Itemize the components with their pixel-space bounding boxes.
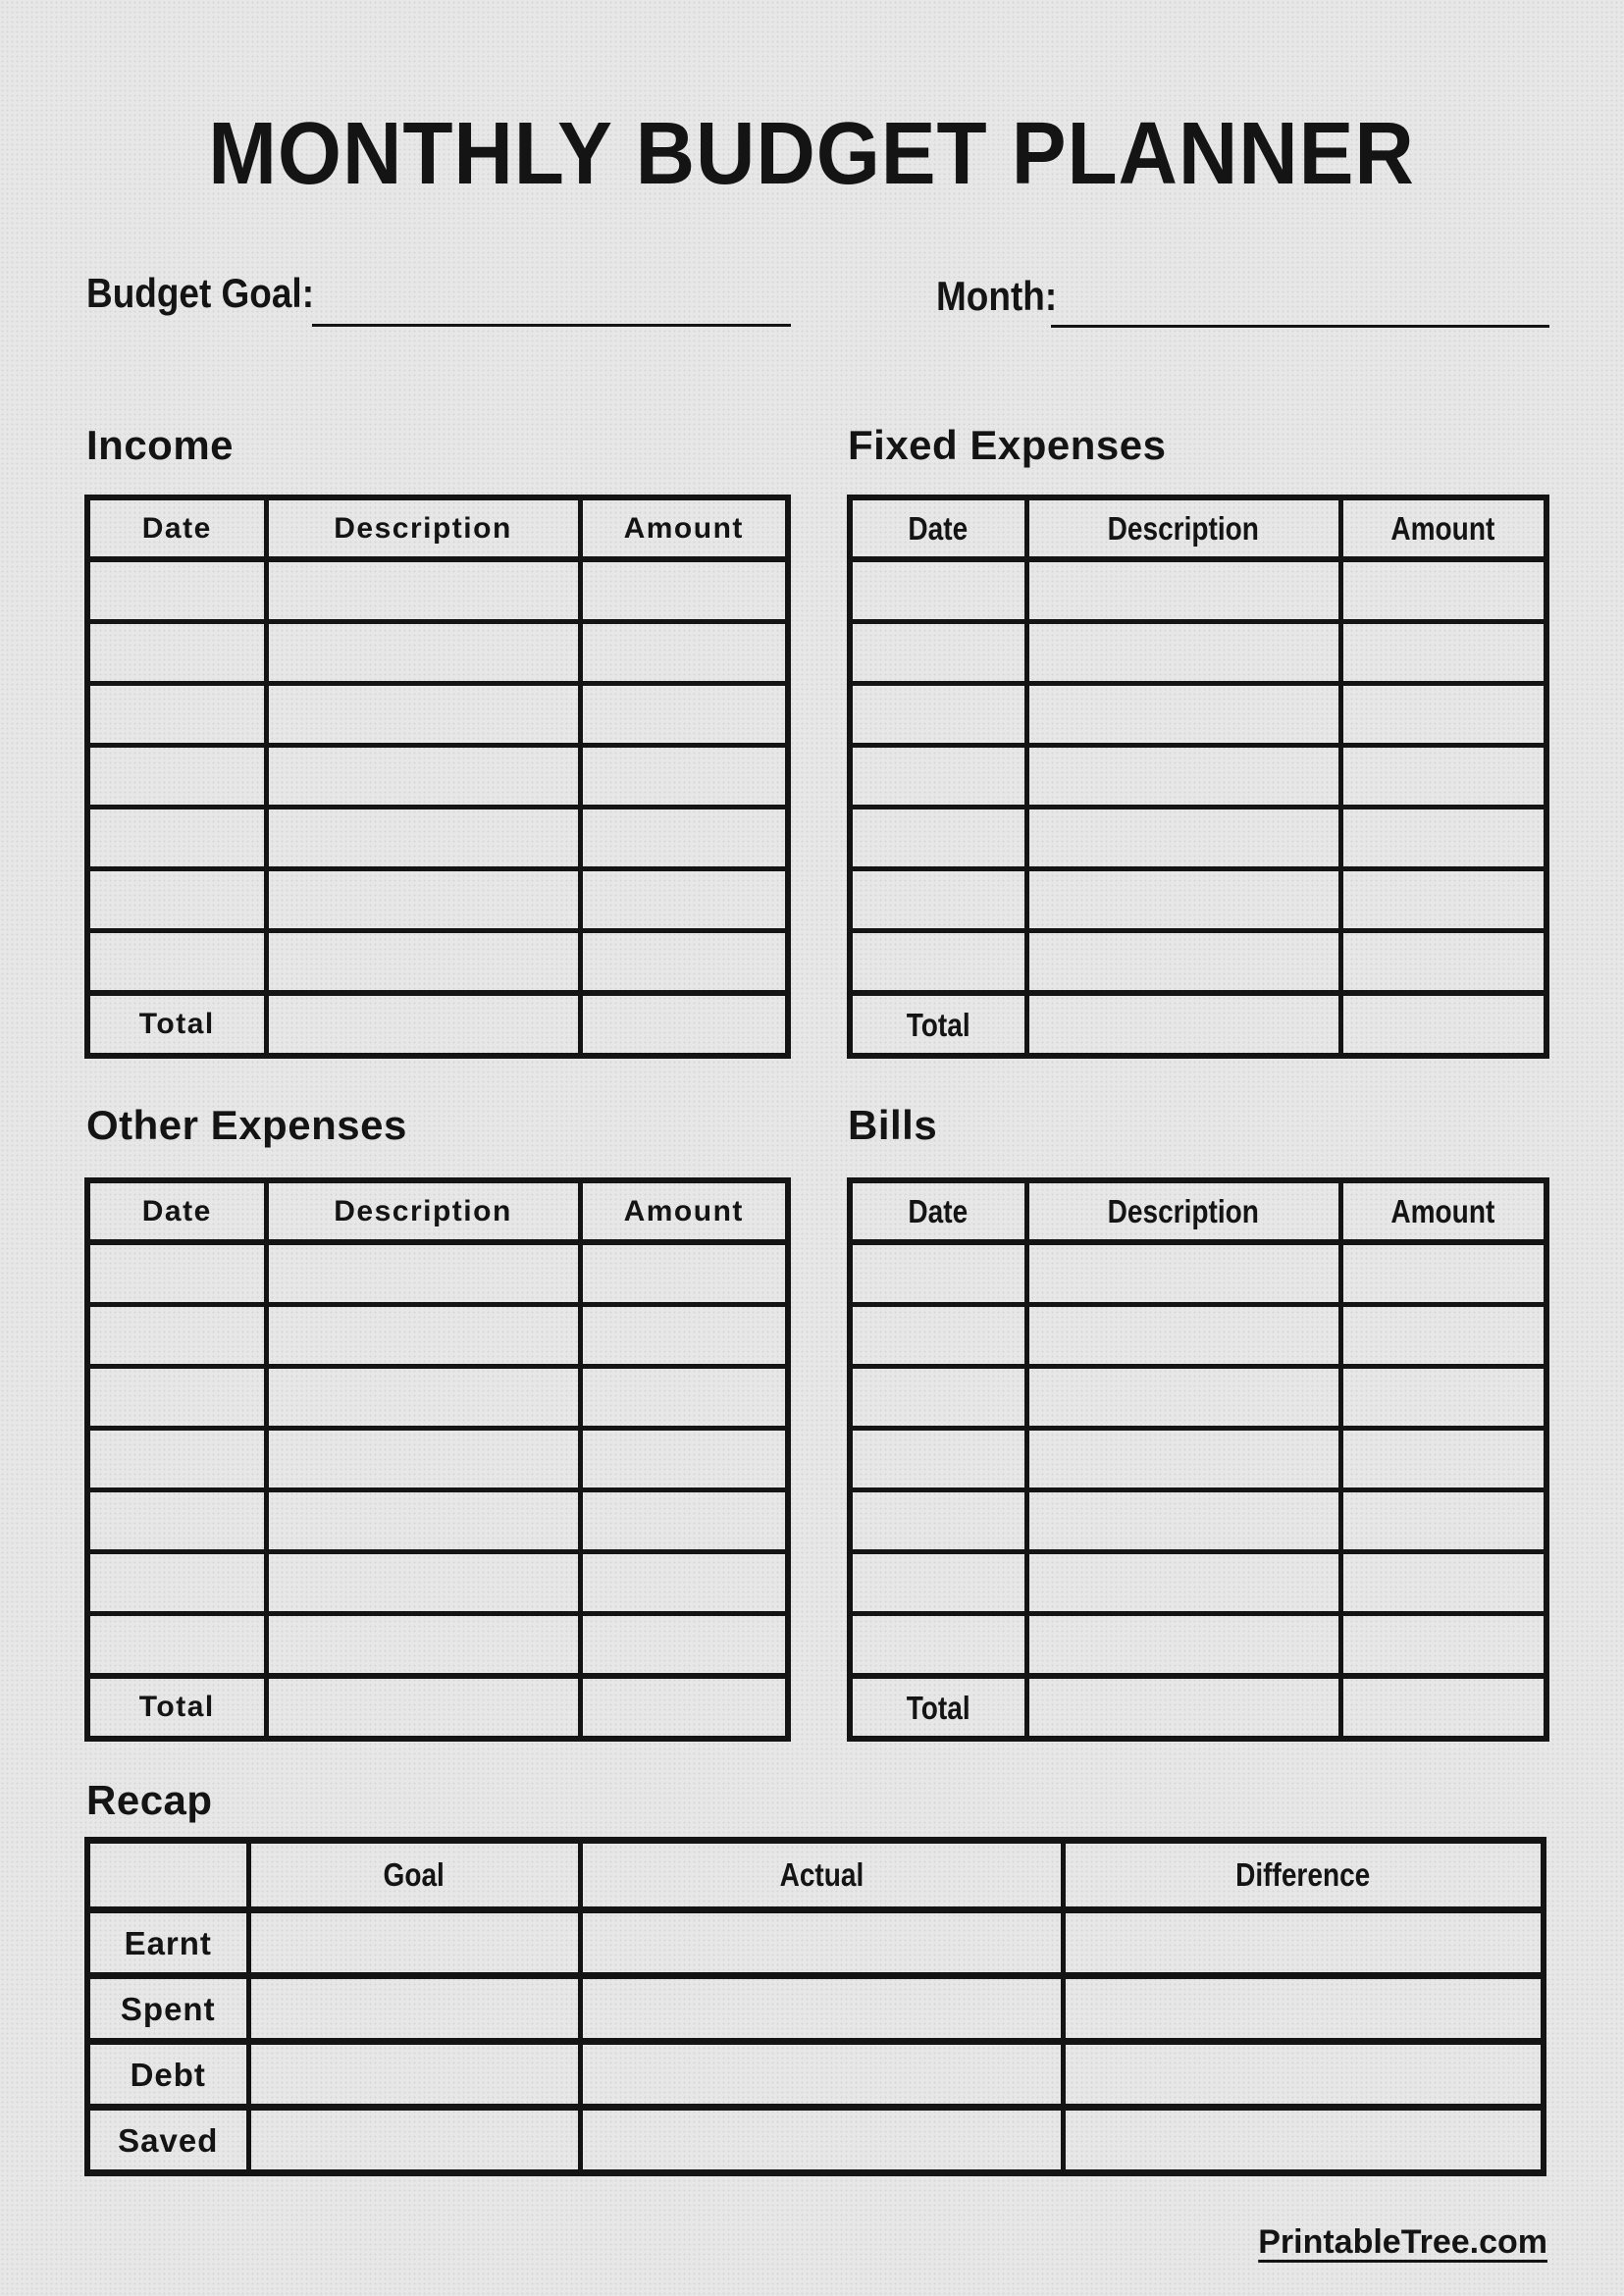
- recap-table: [84, 1837, 1546, 2176]
- table-row: [850, 869, 1546, 931]
- total-description-cell: [266, 1676, 580, 1739]
- description-cell: [1026, 1242, 1340, 1305]
- description-column-header: Description: [1026, 1180, 1340, 1242]
- date-cell: [850, 622, 1026, 684]
- description-cell: [1026, 1614, 1340, 1677]
- description-cell: [266, 1367, 580, 1429]
- amount-cell: [580, 1614, 788, 1677]
- table-row: [87, 622, 788, 684]
- page-title-wrap: [0, 105, 1624, 203]
- date-cell: [87, 559, 266, 622]
- table-row: [87, 1490, 788, 1552]
- table-row: [850, 622, 1546, 684]
- date-cell: [850, 559, 1026, 622]
- amount-cell: [1340, 1367, 1546, 1429]
- amount-cell: [1340, 1305, 1546, 1367]
- amount-cell: [1340, 869, 1546, 931]
- table-row: [850, 559, 1546, 622]
- recap-row-debt: [87, 2042, 1544, 2108]
- description-cell: [266, 869, 580, 931]
- recap-goal-header: Goal: [248, 1841, 580, 1910]
- income-table: [84, 495, 791, 1059]
- recap-title: Recap: [86, 1777, 213, 1823]
- table-row: [850, 1242, 1546, 1305]
- amount-cell: [1340, 1490, 1546, 1552]
- recap-actual-header: Actual: [580, 1841, 1063, 1910]
- description-cell: [1026, 622, 1340, 684]
- description-column-header: Description: [1026, 497, 1340, 559]
- table-row: [87, 808, 788, 869]
- amount-cell: [1340, 559, 1546, 622]
- description-cell: [1026, 1367, 1340, 1429]
- table-row: [87, 1614, 788, 1677]
- table-row: [87, 1242, 788, 1305]
- total-row: [850, 993, 1546, 1056]
- description-cell: [266, 1305, 580, 1367]
- difference-cell: [1063, 2108, 1544, 2173]
- recap-header-row: [87, 1841, 1544, 1910]
- table-row: [87, 1367, 788, 1429]
- budget-goal-label: Budget Goal:: [86, 270, 315, 316]
- difference-cell: [1063, 1910, 1544, 1976]
- bills-table: [847, 1177, 1549, 1742]
- amount-cell: [1340, 746, 1546, 808]
- date-cell: [850, 808, 1026, 869]
- date-cell: [87, 1614, 266, 1677]
- amount-cell: [1340, 1242, 1546, 1305]
- description-cell: [1026, 559, 1340, 622]
- description-cell: [1026, 1552, 1340, 1614]
- actual-cell: [580, 2108, 1063, 2173]
- total-amount-cell: [580, 993, 788, 1056]
- date-cell: [87, 1367, 266, 1429]
- total-label-cell: Total: [87, 1676, 266, 1739]
- table-row: [850, 684, 1546, 746]
- header-row: [87, 1180, 788, 1242]
- goal-cell: [248, 2042, 580, 2108]
- amount-cell: [1340, 931, 1546, 994]
- date-cell: [87, 1242, 266, 1305]
- date-cell: [87, 1305, 266, 1367]
- total-description-cell: [1026, 1676, 1340, 1739]
- amount-cell: [1340, 808, 1546, 869]
- recap-difference-header: Difference: [1063, 1841, 1544, 1910]
- description-cell: [1026, 1490, 1340, 1552]
- date-cell: [87, 622, 266, 684]
- actual-cell: [580, 1976, 1063, 2042]
- description-cell: [1026, 684, 1340, 746]
- amount-cell: [580, 1429, 788, 1490]
- income-title: Income: [86, 422, 235, 468]
- total-amount-cell: [1340, 1676, 1546, 1739]
- date-cell: [87, 931, 266, 994]
- total-row: [87, 993, 788, 1056]
- total-amount-cell: [1340, 993, 1546, 1056]
- table-row: [87, 869, 788, 931]
- recap-corner-cell: [87, 1841, 248, 1910]
- recap-row-label-cell: Saved: [87, 2108, 248, 2173]
- total-description-cell: [1026, 993, 1340, 1056]
- other-expenses-title: Other Expenses: [86, 1102, 407, 1148]
- recap-row-earnt: [87, 1910, 1544, 1976]
- table-row: [850, 1367, 1546, 1429]
- table-row: [87, 684, 788, 746]
- date-cell: [850, 1552, 1026, 1614]
- date-column-header: Date: [850, 1180, 1026, 1242]
- date-cell: [850, 684, 1026, 746]
- description-cell: [266, 684, 580, 746]
- difference-cell: [1063, 2042, 1544, 2108]
- description-cell: [1026, 746, 1340, 808]
- amount-cell: [1340, 1614, 1546, 1677]
- description-cell: [266, 1490, 580, 1552]
- description-cell: [266, 931, 580, 994]
- total-label-cell: Total: [850, 993, 1026, 1056]
- header-row: [87, 497, 788, 559]
- date-cell: [87, 746, 266, 808]
- description-cell: [266, 1614, 580, 1677]
- goal-cell: [248, 2108, 580, 2173]
- description-cell: [1026, 1429, 1340, 1490]
- table-row: [850, 746, 1546, 808]
- amount-cell: [580, 1367, 788, 1429]
- description-cell: [266, 622, 580, 684]
- table-row: [850, 1614, 1546, 1677]
- budget-goal-line: [312, 324, 791, 327]
- header-row: [850, 497, 1546, 559]
- header-row: [850, 1180, 1546, 1242]
- description-column-header: Description: [266, 497, 580, 559]
- goal-cell: [248, 1910, 580, 1976]
- amount-cell: [1340, 622, 1546, 684]
- fixed-expenses-table: [847, 495, 1549, 1059]
- total-row: [850, 1676, 1546, 1739]
- date-cell: [850, 1490, 1026, 1552]
- amount-cell: [580, 622, 788, 684]
- description-cell: [266, 1552, 580, 1614]
- amount-cell: [580, 746, 788, 808]
- description-cell: [266, 1242, 580, 1305]
- date-column-header: Date: [850, 497, 1026, 559]
- date-cell: [850, 746, 1026, 808]
- date-cell: [87, 808, 266, 869]
- amount-cell: [1340, 684, 1546, 746]
- recap-row-spent: [87, 1976, 1544, 2042]
- description-column-header: Description: [266, 1180, 580, 1242]
- description-cell: [266, 559, 580, 622]
- description-cell: [1026, 931, 1340, 994]
- actual-cell: [580, 1910, 1063, 1976]
- bills-title: Bills: [848, 1102, 938, 1148]
- goal-cell: [248, 1976, 580, 2042]
- difference-cell: [1063, 1976, 1544, 2042]
- recap-row-label-cell: Earnt: [87, 1910, 248, 1976]
- month-label: Month:: [936, 273, 1058, 319]
- description-cell: [1026, 808, 1340, 869]
- recap-row-saved: [87, 2108, 1544, 2173]
- date-cell: [87, 1490, 266, 1552]
- amount-cell: [580, 1305, 788, 1367]
- date-cell: [850, 869, 1026, 931]
- total-description-cell: [266, 993, 580, 1056]
- date-cell: [87, 684, 266, 746]
- amount-cell: [580, 869, 788, 931]
- amount-cell: [580, 1242, 788, 1305]
- table-row: [87, 559, 788, 622]
- amount-cell: [1340, 1429, 1546, 1490]
- amount-cell: [1340, 1552, 1546, 1614]
- table-row: [850, 1552, 1546, 1614]
- description-cell: [1026, 869, 1340, 931]
- date-column-header: Date: [87, 1180, 266, 1242]
- date-cell: [850, 931, 1026, 994]
- table-row: [850, 1429, 1546, 1490]
- description-cell: [266, 808, 580, 869]
- recap-row-label-cell: Spent: [87, 1976, 248, 2042]
- date-cell: [87, 1552, 266, 1614]
- amount-column-header: Amount: [580, 1180, 788, 1242]
- date-cell: [850, 1614, 1026, 1677]
- table-row: [87, 1429, 788, 1490]
- table-row: [850, 931, 1546, 994]
- amount-column-header: Amount: [1340, 1180, 1546, 1242]
- amount-column-header: Amount: [1340, 497, 1546, 559]
- amount-cell: [580, 684, 788, 746]
- table-row: [87, 746, 788, 808]
- description-cell: [1026, 1305, 1340, 1367]
- table-row: [87, 1305, 788, 1367]
- total-amount-cell: [580, 1676, 788, 1739]
- total-row: [87, 1676, 788, 1739]
- table-row: [87, 1552, 788, 1614]
- month-line: [1051, 325, 1549, 328]
- table-row: [850, 1490, 1546, 1552]
- date-cell: [87, 1429, 266, 1490]
- table-row: [87, 931, 788, 994]
- amount-cell: [580, 1490, 788, 1552]
- description-cell: [266, 746, 580, 808]
- table-row: [850, 808, 1546, 869]
- table-row: [850, 1305, 1546, 1367]
- date-cell: [850, 1429, 1026, 1490]
- page-title: MONTHLY BUDGET PLANNER: [208, 105, 1416, 203]
- date-cell: [850, 1242, 1026, 1305]
- fixed-expenses-title: Fixed Expenses: [848, 422, 1167, 468]
- actual-cell: [580, 2042, 1063, 2108]
- amount-cell: [580, 559, 788, 622]
- amount-cell: [580, 931, 788, 994]
- recap-row-label-cell: Debt: [87, 2042, 248, 2108]
- other-expenses-table: [84, 1177, 791, 1742]
- total-label-cell: Total: [87, 993, 266, 1056]
- date-cell: [850, 1367, 1026, 1429]
- printabletree-link[interactable]: PrintableTree.com: [1258, 2223, 1547, 2261]
- amount-cell: [580, 808, 788, 869]
- description-cell: [266, 1429, 580, 1490]
- total-label-cell: Total: [850, 1676, 1026, 1739]
- date-column-header: Date: [87, 497, 266, 559]
- amount-column-header: Amount: [580, 497, 788, 559]
- amount-cell: [580, 1552, 788, 1614]
- date-cell: [850, 1305, 1026, 1367]
- date-cell: [87, 869, 266, 931]
